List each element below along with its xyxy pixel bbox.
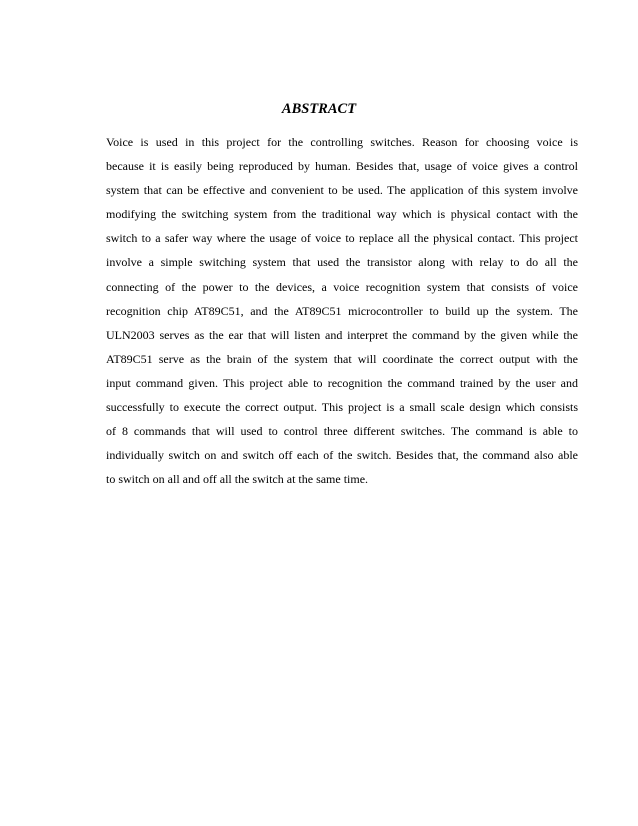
paragraph-line: Voice is used in this project for the controlling switches. Reason for choosing voice is bbox=[106, 135, 578, 149]
paragraph-line: system that can be effective and convenient to be used. The application of this system involve bbox=[106, 183, 578, 198]
paragraph-line: input command given. This project able to recognition the command trained by the user and bbox=[106, 375, 578, 390]
paragraph-line: connecting of the power to the devices, a voice recognition system that consists of voice bbox=[106, 279, 578, 294]
paragraph-line: individually switch on and switch off each of the switch. Besides that, the command also able bbox=[106, 448, 578, 463]
abstract-paragraph bbox=[106, 130, 578, 491]
paragraph-line: AT89C51 serve as the brain of the system that will coordinate the correct output with the bbox=[106, 351, 578, 366]
paragraph-line: because it is easily being reproduced by human. Besides that, usage of voice gives a control bbox=[106, 159, 578, 174]
paragraph-line: involve a simple switching system that used the transistor along with relay to do all the bbox=[106, 255, 578, 270]
paragraph-line: recognition chip AT89C51, and the AT89C51 microcontroller to build up the system. The bbox=[106, 303, 578, 318]
paragraph-line: of 8 commands that will used to control three different switches. The command is able to bbox=[106, 424, 578, 439]
paragraph-line: to switch on all and off all the switch at the same time. bbox=[106, 472, 369, 487]
paragraph-line: switch to a safer way where the usage of voice to replace all the physical contact. This project bbox=[106, 231, 578, 246]
abstract-title: ABSTRACT bbox=[281, 101, 357, 117]
paragraph-line: modifying the switching system from the traditional way which is physical contact with the bbox=[106, 207, 578, 222]
paragraph-line: successfully to execute the correct output. This project is a small scale design which consists bbox=[106, 400, 578, 415]
paragraph-line: ULN2003 serves as the ear that will listen and interpret the command by the given while the bbox=[106, 327, 578, 342]
